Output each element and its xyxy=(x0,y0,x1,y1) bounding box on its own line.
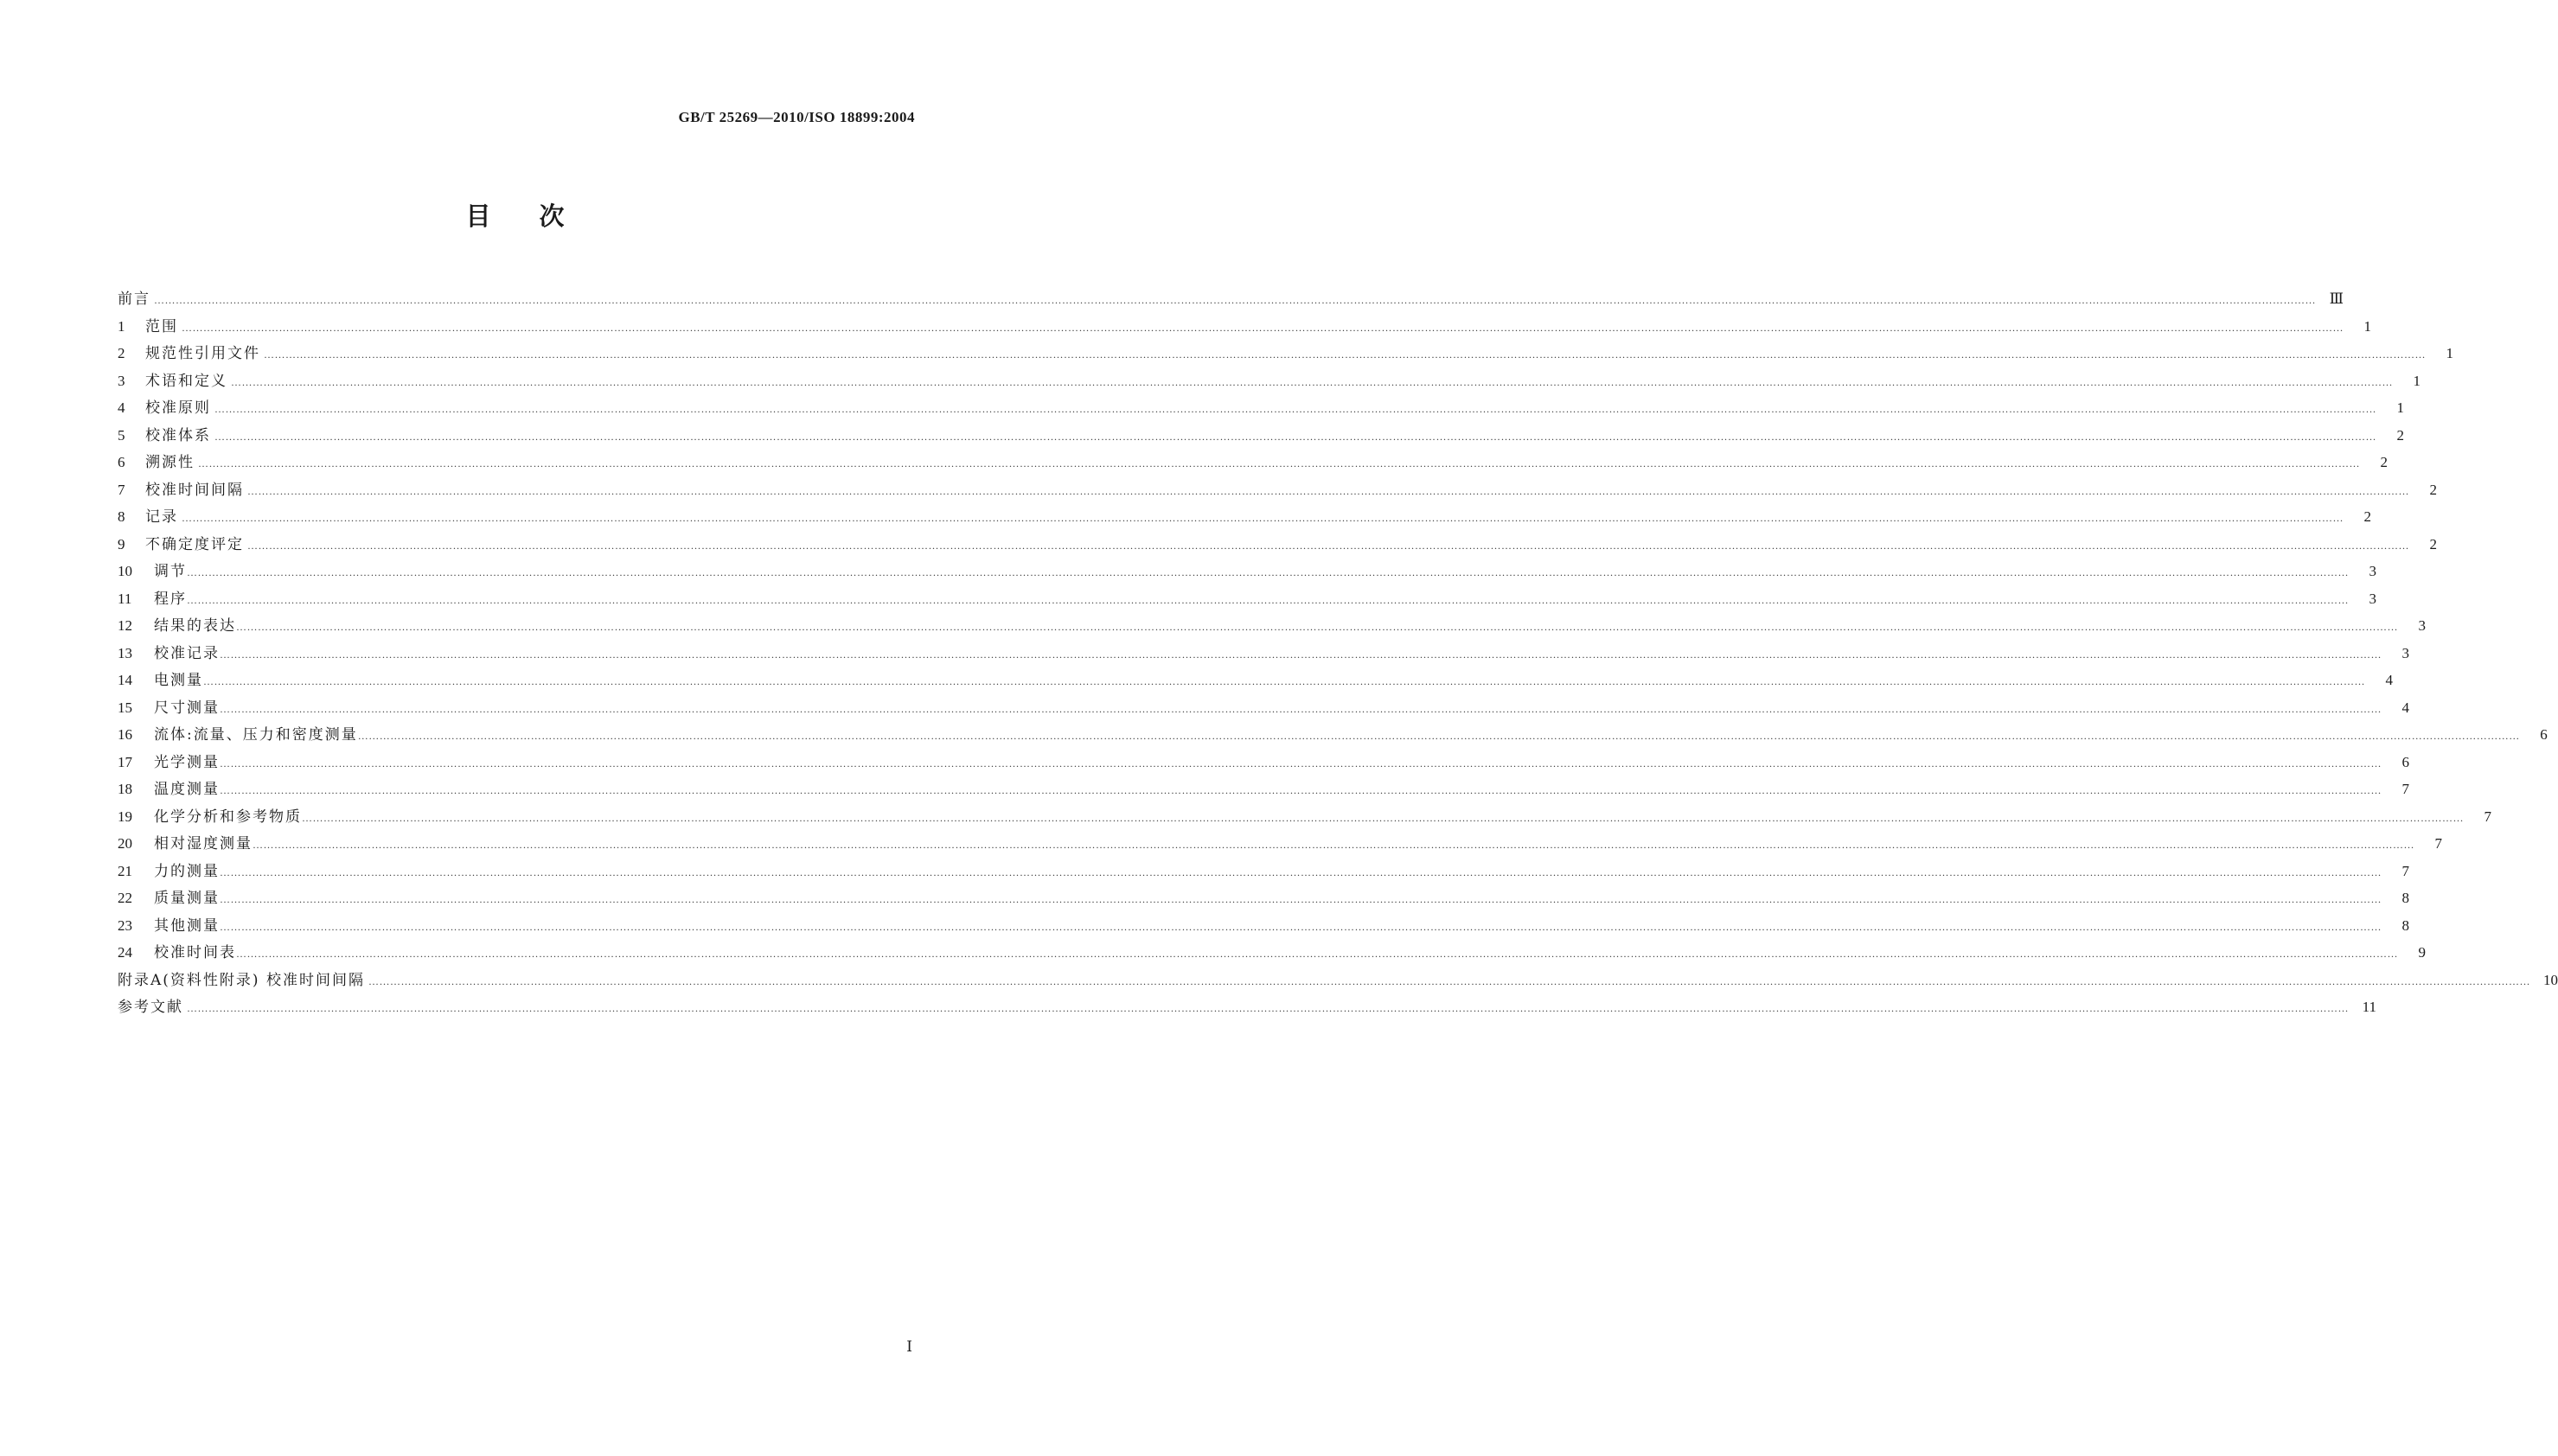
toc-entry-title: 力的测量 xyxy=(154,862,220,880)
toc-entry-number: 18 xyxy=(118,781,132,797)
toc-entry-page: 10 xyxy=(2542,971,2558,988)
toc-entry[interactable] xyxy=(118,313,2371,341)
toc-dot-leader: …………………………………………………………………………………………………………………………………………………………………………………………………………………………………………………………………………………………………………………………………………………………………………………………………………………………………………………………………………………………………………………………………………………… xyxy=(187,593,2349,606)
toc-entry[interactable] xyxy=(118,503,2371,531)
toc-entry-title: 化学分析和参考物质 xyxy=(154,808,302,826)
toc-dot-leader: …………………………………………………………………………………………………………………………………………………………………………………………………………………………………………………………………………………………………………………………………………………………………………………………………………………………………………………………………………………………………………………………………………………… xyxy=(214,430,2376,443)
toc-entry-page: 2 xyxy=(2429,535,2437,552)
toc-dot-leader: …………………………………………………………………………………………………………………………………………………………………………………………………………………………………………………………………………………………………………………………………………………………………………………………………………………………………………………………………………………………………………………………………………………… xyxy=(264,348,2426,361)
toc-entry-page: 7 xyxy=(2434,835,2442,852)
toc-entry-page: 3 xyxy=(2369,563,2376,579)
toc-entry-title: 光学测量 xyxy=(154,753,220,771)
toc-entry-page: 2 xyxy=(2380,454,2388,470)
toc-entry[interactable] xyxy=(118,776,2409,803)
toc-dot-leader: …………………………………………………………………………………………………………………………………………………………………………………………………………………………………………………………………………………………………………………………………………………………………………………………………………………………………………………………………………………………………………………………………………………… xyxy=(220,648,2382,661)
toc-entry-page: 2 xyxy=(2429,481,2437,498)
toc-dot-leader: …………………………………………………………………………………………………………………………………………………………………………………………………………………………………………………………………………………………………………………………………………………………………………………………………………………………………………………………………………………………………………………………………………………… xyxy=(253,839,2414,851)
toc-entry-title: 校准记录 xyxy=(154,644,220,662)
toc-dot-leader: …………………………………………………………………………………………………………………………………………………………………………………………………………………………………………………………………………………………………………………………………………………………………………………………………………………………………………………………………………………………………………………………………………………… xyxy=(220,920,2382,933)
toc-entry[interactable] xyxy=(118,749,2409,776)
toc-entry-page: 1 xyxy=(2396,399,2404,416)
toc-dot-leader: …………………………………………………………………………………………………………………………………………………………………………………………………………………………………………………………………………………………………………………………………………………………………………………………………………………………………………………………………………………………………………………………………………………… xyxy=(182,321,2344,334)
toc-entry-title: 校准体系 xyxy=(145,426,211,444)
toc-entry-title: 校准原则 xyxy=(145,399,211,417)
toc-entry[interactable] xyxy=(118,531,2437,559)
toc-entry-page: 11 xyxy=(2362,999,2376,1015)
toc-entry-title: 电测量 xyxy=(154,672,203,689)
toc-entry-number: 19 xyxy=(118,808,132,825)
toc-entry[interactable] xyxy=(118,939,2426,967)
toc-dot-leader: …………………………………………………………………………………………………………………………………………………………………………………………………………………………………………………………………………………………………………………………………………………………………………………………………………………………………………………………………………………………………………………………………………………… xyxy=(198,457,2360,469)
toc-entry-number: 9 xyxy=(118,535,125,552)
toc-entry[interactable] xyxy=(118,340,2453,367)
toc-entry-title: 前言 xyxy=(118,291,150,308)
toc-entry[interactable] xyxy=(118,640,2409,667)
toc-entry-title: 规范性引用文件 xyxy=(145,345,260,362)
toc-entry-title: 质量测量 xyxy=(154,890,220,907)
toc-dot-leader: …………………………………………………………………………………………………………………………………………………………………………………………………………………………………………………………………………………………………………………………………………………………………………………………………………………………………………………………………………………………………………………………………………………… xyxy=(154,294,2316,306)
toc-entry[interactable] xyxy=(118,476,2437,504)
toc-dot-leader: …………………………………………………………………………………………………………………………………………………………………………………………………………………………………………………………………………………………………………………………………………………………………………………………………………………………………………………………………………………………………………………………………………………… xyxy=(236,948,2398,960)
toc-dot-leader: …………………………………………………………………………………………………………………………………………………………………………………………………………………………………………………………………………………………………………………………………………………………………………………………………………………………………………………………………………………………………………………………………………………… xyxy=(187,1002,2349,1014)
toc-entry-page: 1 xyxy=(2413,372,2421,389)
toc-entry-page: 2 xyxy=(2396,426,2404,444)
toc-entry-page: 4 xyxy=(2385,672,2393,688)
toc-entry-page: 2 xyxy=(2363,508,2371,525)
toc-entry-number: 17 xyxy=(118,753,132,770)
toc-entry-number: 11 xyxy=(118,590,132,607)
toc-dot-leader: …………………………………………………………………………………………………………………………………………………………………………………………………………………………………………………………………………………………………………………………………………………………………………………………………………………………………………………………………………………………………………………………………………………… xyxy=(182,512,2344,524)
toc-dot-leader: …………………………………………………………………………………………………………………………………………………………………………………………………………………………………………………………………………………………………………………………………………………………………………………………………………………………………………………………………………………………………………………………………………………… xyxy=(236,621,2398,633)
toc-entry-page: 8 xyxy=(2401,916,2409,934)
toc-entry[interactable] xyxy=(118,694,2409,722)
toc-entry-number: 15 xyxy=(118,699,132,716)
page-number: Ⅰ xyxy=(906,1338,912,1355)
toc-entry[interactable] xyxy=(118,585,2376,613)
toc-entry[interactable] xyxy=(118,884,2409,912)
toc-entry[interactable] xyxy=(118,912,2409,940)
toc-entry-number: 4 xyxy=(118,399,125,416)
toc-entry-page: Ⅲ xyxy=(2329,291,2344,307)
toc-entry[interactable] xyxy=(118,803,2491,831)
toc-entry-page: 7 xyxy=(2401,781,2409,797)
toc-dot-leader: …………………………………………………………………………………………………………………………………………………………………………………………………………………………………………………………………………………………………………………………………………………………………………………………………………………………………………………………………………………………………………………………………………………… xyxy=(220,702,2382,715)
toc-entry-number: 14 xyxy=(118,672,132,688)
toc-entry-number: 7 xyxy=(118,481,125,498)
toc-entry-title: 溯源性 xyxy=(145,454,195,471)
toc-entry-number: 21 xyxy=(118,862,132,879)
toc-entry-page: 3 xyxy=(2418,617,2426,634)
toc-entry-title: 结果的表达 xyxy=(154,617,236,635)
toc-entry[interactable] xyxy=(118,721,2548,749)
toc-entry-number: 2 xyxy=(118,345,125,361)
toc-entry-title: 尺寸测量 xyxy=(154,699,220,717)
toc-entry-title: 其他测量 xyxy=(154,916,220,935)
table-of-contents xyxy=(118,285,2558,1021)
toc-entry-number: 13 xyxy=(118,644,132,661)
toc-entry-number: 3 xyxy=(118,372,125,389)
toc-entry-title: 校准时间间隔 xyxy=(145,481,244,499)
toc-entry-title: 程序 xyxy=(154,590,187,608)
toc-entry-page: 9 xyxy=(2418,944,2426,961)
toc-dot-leader: …………………………………………………………………………………………………………………………………………………………………………………………………………………………………………………………………………………………………………………………………………………………………………………………………………………………………………………………………………………………………………………………………………………… xyxy=(220,784,2382,796)
toc-entry-page: 8 xyxy=(2401,890,2409,906)
toc-entry[interactable] xyxy=(118,558,2376,585)
toc-entry-number: 1 xyxy=(118,317,125,335)
toc-dot-leader: …………………………………………………………………………………………………………………………………………………………………………………………………………………………………………………………………………………………………………………………………………………………………………………………………………………………………………………………………………………………………………………………………………………… xyxy=(220,865,2382,878)
toc-entry-title: 不确定度评定 xyxy=(145,535,244,553)
toc-dot-leader: …………………………………………………………………………………………………………………………………………………………………………………………………………………………………………………………………………………………………………………………………………………………………………………………………………………………………………………………………………………………………………………………………………………… xyxy=(214,403,2376,415)
toc-entry-title: 调节 xyxy=(154,563,187,580)
toc-entry-title: 校准时间表 xyxy=(154,944,236,961)
toc-entry-title: 参考文献 xyxy=(118,999,183,1016)
toc-entry[interactable] xyxy=(118,394,2404,422)
toc-entry-number: 12 xyxy=(118,617,132,634)
toc-dot-leader: …………………………………………………………………………………………………………………………………………………………………………………………………………………………………………………………………………………………………………………………………………………………………………………………………………………………………………………………………………………………………………………………………………………… xyxy=(368,974,2530,987)
toc-entry-page: 3 xyxy=(2401,644,2409,661)
toc-dot-leader: …………………………………………………………………………………………………………………………………………………………………………………………………………………………………………………………………………………………………………………………………………………………………………………………………………………………………………………………………………………………………………………………………………………… xyxy=(247,539,2409,552)
toc-entry-number: 5 xyxy=(118,426,125,444)
toc-entry-number: 16 xyxy=(118,726,132,743)
toc-entry-page: 3 xyxy=(2369,590,2376,607)
toc-entry-title: 温度测量 xyxy=(154,781,220,798)
toc-entry[interactable] xyxy=(118,667,2393,694)
toc-entry[interactable] xyxy=(118,993,2376,1021)
toc-entry[interactable] xyxy=(118,612,2426,640)
toc-entry-page: 1 xyxy=(2446,345,2453,361)
toc-entry-title: 附录A(资料性附录) 校准时间间隔 xyxy=(118,971,365,989)
toc-entry-title: 流体:流量、压力和密度测量 xyxy=(154,726,358,744)
toc-dot-leader: …………………………………………………………………………………………………………………………………………………………………………………………………………………………………………………………………………………………………………………………………………………………………………………………………………………………………………………………………………………………………………………………………………………… xyxy=(357,730,2520,742)
toc-entry-page: 7 xyxy=(2401,862,2409,879)
toc-entry-page: 6 xyxy=(2540,726,2548,743)
standard-code: GB/T 25269—2010/ISO 18899:2004 xyxy=(678,109,915,125)
toc-entry-number: 8 xyxy=(118,508,125,525)
toc-dot-leader: …………………………………………………………………………………………………………………………………………………………………………………………………………………………………………………………………………………………………………………………………………………………………………………………………………………………………………………………………………………………………………………………………………………… xyxy=(231,375,2393,388)
toc-entry-title: 范围 xyxy=(145,317,178,335)
toc-dot-leader: …………………………………………………………………………………………………………………………………………………………………………………………………………………………………………………………………………………………………………………………………………………………………………………………………………………………………………………………………………………………………………………………………………………… xyxy=(220,757,2382,770)
toc-entry[interactable] xyxy=(118,285,2344,313)
toc-entry-title: 术语和定义 xyxy=(145,372,227,390)
toc-entry[interactable] xyxy=(118,967,2558,994)
toc-entry-title: 记录 xyxy=(145,508,178,526)
toc-entry-number: 24 xyxy=(118,944,132,961)
toc-entry-page: 1 xyxy=(2363,317,2371,335)
toc-entry-page: 6 xyxy=(2401,753,2409,770)
toc-entry-page: 4 xyxy=(2401,699,2409,716)
page-title: 目次 xyxy=(465,201,613,231)
toc-entry-number: 22 xyxy=(118,890,132,906)
toc-entry[interactable] xyxy=(118,449,2388,476)
toc-entry-number: 23 xyxy=(118,916,132,934)
toc-entry-title: 相对湿度测量 xyxy=(154,835,253,853)
toc-dot-leader: …………………………………………………………………………………………………………………………………………………………………………………………………………………………………………………………………………………………………………………………………………………………………………………………………………………………………………………………………………………………………………………………………………………… xyxy=(203,675,2365,687)
toc-entry-page: 7 xyxy=(2484,808,2491,825)
toc-entry-number: 20 xyxy=(118,835,132,852)
toc-dot-leader: …………………………………………………………………………………………………………………………………………………………………………………………………………………………………………………………………………………………………………………………………………………………………………………………………………………………………………………………………………………………………………………………………………………… xyxy=(247,484,2409,497)
toc-entry[interactable] xyxy=(118,858,2409,885)
toc-entry-number: 6 xyxy=(118,454,125,470)
toc-dot-leader: …………………………………………………………………………………………………………………………………………………………………………………………………………………………………………………………………………………………………………………………………………………………………………………………………………………………………………………………………………………………………………………………………………………… xyxy=(220,893,2382,905)
toc-entry[interactable] xyxy=(118,422,2404,450)
toc-dot-leader: …………………………………………………………………………………………………………………………………………………………………………………………………………………………………………………………………………………………………………………………………………………………………………………………………………………………………………………………………………………………………………………………………………………… xyxy=(302,811,2464,824)
toc-entry-number: 10 xyxy=(118,563,132,579)
toc-dot-leader: …………………………………………………………………………………………………………………………………………………………………………………………………………………………………………………………………………………………………………………………………………………………………………………………………………………………………………………………………………………………………………………………………………………… xyxy=(187,566,2349,578)
toc-entry[interactable] xyxy=(118,830,2442,858)
toc-entry[interactable] xyxy=(118,367,2421,395)
